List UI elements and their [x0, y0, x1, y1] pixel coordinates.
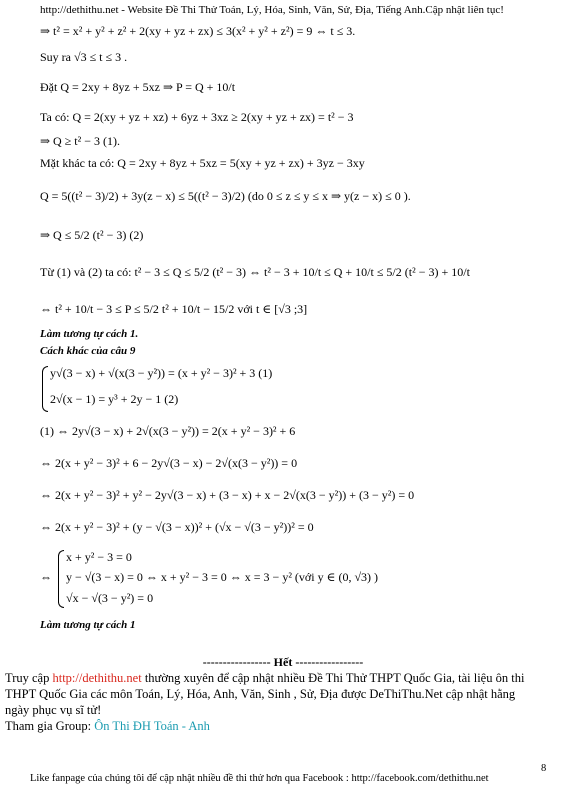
math-line-7: Q = 5((t² − 3)/2) + 3y(z − x) ≤ 5((t² − 3)/2) (do 0 ≤ z ≤ y ≤ x ⇒ y(z − x) ≤ 0 ). — [40, 189, 411, 203]
math-line-2: Suy ra √3 ≤ t ≤ 3 . — [40, 50, 128, 64]
note-same-as-method-1: Làm tương tự cách 1. — [40, 328, 139, 340]
dethithu-link[interactable]: http://dethithu.net — [52, 671, 142, 685]
group-label: Tham gia Group: — [5, 719, 95, 733]
math-line-11: (1) ⇔ 2y√(3 − x) + 2√(x(3 − y²)) = 2(x + y² − 3)² + 6 — [40, 424, 296, 438]
facebook-footer: Like fanpage của chúng tôi để cập nhật nhiều đề thi thử hơn qua Facebook : http://facebook.com/dethithu.net — [30, 773, 489, 784]
equation-2: 2√(x − 1) = y³ + 2y − 1 (2) — [50, 392, 179, 406]
math-line-6: Mặt khác ta có: Q = 2xy + 8yz + 5xz = 5(xy + yz + zx) + 3yz − 3xy — [40, 156, 365, 170]
footer-text-b: thường xuyên để cập nhật nhiều Đề Thi Thử THPT Quốc Gia, tài liệu ôn thi — [141, 671, 525, 685]
math-line-12: ⇔ 2(x + y² − 3)² + 6 − 2y√(3 − x) − 2√(x(3 − y²)) = 0 — [40, 456, 298, 470]
page-header: http://dethithu.net - Website Đề Thi Thử Toán, Lý, Hóa, Sinh, Văn, Sử, Địa, Tiếng Anh.Cập nhật liên tục! — [40, 4, 504, 16]
alternative-method-heading: Cách khác của câu 9 — [40, 345, 136, 357]
math-line-10: ⇔ t² + 10/t − 3 ≤ P ≤ 5/2 t² + 10/t − 15/2 với t ∈ [√3 ;3] — [40, 302, 308, 316]
end-mark: ----------------- Hết ----------------- — [202, 655, 364, 669]
equivalence-symbol: ⇔ — [40, 570, 52, 584]
system-brace-2 — [58, 550, 64, 608]
footer-paragraph-3: ngày phục vụ sĩ tử! — [5, 703, 102, 717]
math-line-5: ⇒ Q ≥ t² − 3 (1). — [40, 134, 120, 148]
note-same-as-method-1-end: Làm tương tự cách 1 — [40, 619, 136, 631]
footer-text-a: Truy cập — [5, 671, 53, 685]
math-line-1: ⇒ t² = x² + y² + z² + 2(xy + yz + zx) ≤ 3(x² + y² + z²) = 9 ⇔ t ≤ 3. — [40, 24, 356, 38]
group-link[interactable]: Ôn Thi ĐH Toán - Anh — [94, 719, 210, 733]
system-brace — [42, 366, 48, 412]
math-line-4: Ta có: Q = 2(xy + yz + xz) + 6yz + 3xz ≥ 2(xy + yz + zx) = t² − 3 — [40, 110, 354, 124]
footer-paragraph-2: THPT Quốc Gia các môn Toán, Lý, Hóa, Anh, Văn, Sinh , Sử, Địa được DeThiThu.Net cập nhật hằng — [5, 687, 516, 701]
math-line-13: ⇔ 2(x + y² − 3)² + y² − 2y√(3 − x) + (3 − x) + x − 2√(x(3 − y²)) + (3 − y²) = 0 — [40, 488, 415, 502]
system-line-2: y − √(3 − x) = 0 ⇔ x + y² − 3 = 0 ⇔ x = 3 − y² (với y ∈ (0, √3) ) — [66, 570, 379, 584]
math-line-14: ⇔ 2(x + y² − 3)² + (y − √(3 − x))² + (√x − √(3 − y²))² = 0 — [40, 520, 314, 534]
equation-1: y√(3 − x) + √(x(3 − y²)) = (x + y² − 3)² + 3 (1) — [50, 366, 273, 380]
page-number: 8 — [541, 763, 547, 774]
math-line-3: Đặt Q = 2xy + 8yz + 5xz ⇒ P = Q + 10/t — [40, 80, 236, 94]
system-line-3: √x − √(3 − y²) = 0 — [66, 591, 154, 605]
footer-paragraph-1 — [5, 671, 524, 686]
math-line-8: ⇒ Q ≤ 5/2 (t² − 3) (2) — [40, 228, 144, 242]
system-line-1: x + y² − 3 = 0 — [66, 550, 132, 564]
math-line-9: Từ (1) và (2) ta có: t² − 3 ≤ Q ≤ 5/2 (t² − 3) ⇔ t² − 3 + 10/t ≤ Q + 10/t ≤ 5/2 (t² − 3) + 10/t — [40, 265, 470, 279]
footer-paragraph-4 — [5, 719, 210, 734]
